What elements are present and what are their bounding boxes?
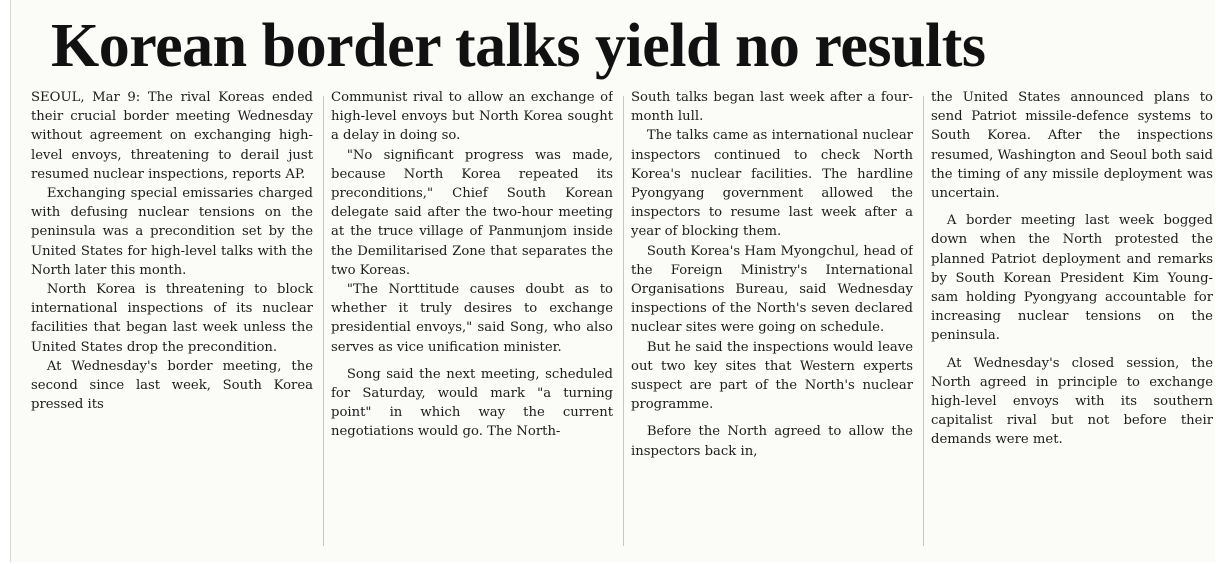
headline: Korean border talks yield no results [51,12,986,80]
paragraph: SEOUL, Mar 9: The rival Koreas ended their crucial border meeting Wednesday without agreement on exchanging high-level envoys, threatening to derail just resumed nuclear inspections, reports AP. [31,90,313,182]
article-body [11,88,1215,558]
paragraph: North Korea is threatening to block international inspections of its nuclear facilities that began last week unless the United States drop the precondition. [31,282,313,355]
column-divider [323,96,324,546]
paragraph: "No significant progress was made, because North Korea repeated its preconditions," Chief South Korean delegate said after the two-hour meeting at the truce village of Panmunjom inside the Demilitarised Zone that separates the two Koreas. [331,147,613,278]
paragraph: Before the North agreed to allow the inspectors back in, [631,424,913,459]
column-divider [923,96,924,546]
paragraph: At Wednesday's border meeting, the second since last week, South Korea pressed its [31,358,313,413]
article-column-1 [31,88,313,556]
paragraph: At Wednesday's closed session, the North agreed in principle to exchange high-level envoys with its southern capitalist rival but not before their demands were met. [931,355,1213,448]
paragraph: Exchanging special emissaries charged with defusing nuclear tensions on the peninsula was a precondition set by the United States for high-level talks with the North later this month. [31,186,313,278]
article-column-2 [331,88,613,556]
article-column-3 [631,88,913,556]
paragraph: the United States announced plans to send Patriot missile-defence systems to South Korea. After the inspections resumed, Washington and Seoul both said the timing of any missile deployment was uncertain. [931,90,1213,202]
newspaper-clipping [10,0,1215,562]
paragraph: South talks began last week after a four-month lull. [631,90,913,125]
paragraph: But he said the inspections would leave out two key sites that Western experts suspect are part of the North's nuclear programme. [631,339,913,413]
paragraph: Song said the next meeting, scheduled for Saturday, would mark "a turning point" in which way the current negotiations would go. The North- [331,366,613,440]
paragraph: "The Norttitude causes doubt as to whether it truly desires to exchange presidential envoys," said Song, who also serves as vice unification minister. [331,282,613,355]
paragraph: The talks came as international nuclear inspectors continued to check North Korea's nuclear facilities. The hardline Pyongyang government allowed the inspectors to resume last week after a year of blocking them. [631,128,913,240]
paragraph: Communist rival to allow an exchange of high-level envoys but North Korea sought a delay in doing so. [331,90,613,144]
paragraph: South Korea's Ham Myongchul, head of the Foreign Ministry's International Organisations Bureau, said Wednesday inspections of the North's seven declared nuclear sites were going on schedule. [631,243,913,336]
column-divider [623,96,624,546]
article-column-4 [931,88,1213,556]
paragraph: A border meeting last week bogged down when the North protested the planned Patriot deployment and remarks by South Korean President Kim Young-sam holding Pyongyang accountable for increasing nuclear tensions on the peninsula. [931,213,1213,344]
